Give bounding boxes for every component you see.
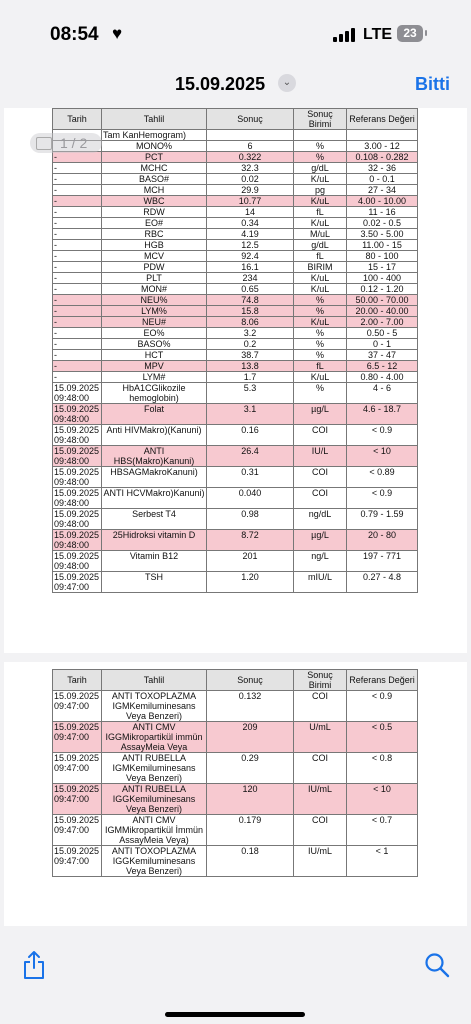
cell-result: 6 bbox=[207, 141, 294, 152]
table-row bbox=[53, 753, 418, 784]
cell-unit: % bbox=[294, 328, 347, 339]
cell-test: HBSAGMakroKanuni) bbox=[102, 467, 207, 488]
cell-date: - bbox=[53, 361, 102, 372]
cell-ref: 4.00 - 10.00 bbox=[347, 196, 418, 207]
cell-unit: IU/mL bbox=[294, 784, 347, 815]
cell-result: 234 bbox=[207, 273, 294, 284]
cell-date: 15.09.2025 09:48:00 bbox=[53, 509, 102, 530]
cell-result: 0.31 bbox=[207, 467, 294, 488]
cell-result: 209 bbox=[207, 722, 294, 753]
cell-result: 32.3 bbox=[207, 163, 294, 174]
cell-ref: 6.5 - 12 bbox=[347, 361, 418, 372]
cell-ref: 0.108 - 0.282 bbox=[347, 152, 418, 163]
cell-test: EO# bbox=[102, 218, 207, 229]
cell-ref: 0.02 - 0.5 bbox=[347, 218, 418, 229]
cell-result: 8.72 bbox=[207, 530, 294, 551]
cell-ref: 27 - 34 bbox=[347, 185, 418, 196]
cell-date: - bbox=[53, 207, 102, 218]
cell-result: 5.3 bbox=[207, 383, 294, 404]
network-type: LTE bbox=[363, 26, 393, 43]
table-row bbox=[53, 722, 418, 753]
cell-unit: fL bbox=[294, 361, 347, 372]
cell-ref: 80 - 100 bbox=[347, 251, 418, 262]
cell-ref: < 0.5 bbox=[347, 722, 418, 753]
cell-date: 15.09.2025 09:47:00 bbox=[53, 846, 102, 877]
share-icon[interactable] bbox=[22, 950, 46, 980]
search-icon[interactable] bbox=[424, 952, 450, 978]
table-row bbox=[53, 207, 418, 218]
cell-test: NEU# bbox=[102, 317, 207, 328]
cell-unit: COI bbox=[294, 691, 347, 722]
cell-result: 0.98 bbox=[207, 509, 294, 530]
cell-ref: 0.80 - 4.00 bbox=[347, 372, 418, 383]
cell-result: 74.8 bbox=[207, 295, 294, 306]
table-row bbox=[53, 361, 418, 372]
cell-unit: COI bbox=[294, 753, 347, 784]
cell-test: LYM# bbox=[102, 372, 207, 383]
header-result: Sonuç bbox=[207, 670, 294, 691]
cell-result: 0.179 bbox=[207, 815, 294, 846]
cell-test: Folat bbox=[102, 404, 207, 425]
cell-test: ANTI CMV IGMMikropartikül İmmün AssayMeia Veya) bbox=[102, 815, 207, 846]
cell-test: ANTI HCVMakro)Kanuni) bbox=[102, 488, 207, 509]
cell-result: 92.4 bbox=[207, 251, 294, 262]
cell-ref: 3.50 - 5.00 bbox=[347, 229, 418, 240]
cell-ref: 0 - 0.1 bbox=[347, 174, 418, 185]
cell-unit: U/mL bbox=[294, 722, 347, 753]
cell-test: NEU% bbox=[102, 295, 207, 306]
cell-ref: 50.00 - 70.00 bbox=[347, 295, 418, 306]
table-row bbox=[53, 509, 418, 530]
cell-ref: 3.00 - 12 bbox=[347, 141, 418, 152]
cell-result: 29.9 bbox=[207, 185, 294, 196]
header-unit: Sonuç Birimi bbox=[294, 109, 347, 130]
cell-date: - bbox=[53, 284, 102, 295]
cell-unit: % bbox=[294, 350, 347, 361]
cell-result: 4.19 bbox=[207, 229, 294, 240]
cell-ref: < 1 bbox=[347, 846, 418, 877]
signal-icon bbox=[333, 27, 356, 42]
header-date: Tarih bbox=[53, 670, 102, 691]
cell-result: 3.1 bbox=[207, 404, 294, 425]
table-row bbox=[53, 572, 418, 593]
cell-unit: mIU/L bbox=[294, 572, 347, 593]
cell-date: 15.09.2025 09:48:00 bbox=[53, 446, 102, 467]
cell-date: - bbox=[53, 273, 102, 284]
cell-ref: 0.12 - 1.20 bbox=[347, 284, 418, 295]
cell-result: 8.06 bbox=[207, 317, 294, 328]
cell-ref: < 10 bbox=[347, 784, 418, 815]
cell-result: 13.8 bbox=[207, 361, 294, 372]
cell-test: ANTI CMV IGGMikropartikül immün AssayMeia Veya bbox=[102, 722, 207, 753]
header-date: Tarih bbox=[53, 109, 102, 130]
cell-result: 0.29 bbox=[207, 753, 294, 784]
cell-ref: < 0.9 bbox=[347, 691, 418, 722]
cell-date: 15.09.2025 09:47:00 bbox=[53, 572, 102, 593]
table-row bbox=[53, 446, 418, 467]
document-icon bbox=[36, 137, 52, 150]
table-header-row bbox=[53, 670, 418, 691]
table-row bbox=[53, 530, 418, 551]
battery-icon: 23 bbox=[397, 25, 423, 42]
cell-unit: IU/L bbox=[294, 446, 347, 467]
cell-ref: 11.00 - 15 bbox=[347, 240, 418, 251]
table-row bbox=[53, 846, 418, 877]
cell-date: - bbox=[53, 229, 102, 240]
cell-date: - bbox=[53, 350, 102, 361]
table-row bbox=[53, 784, 418, 815]
cell-result bbox=[207, 130, 294, 141]
cell-date: 15.09.2025 09:47:00 bbox=[53, 815, 102, 846]
table-row bbox=[53, 815, 418, 846]
cell-date: - bbox=[53, 317, 102, 328]
table-row bbox=[53, 251, 418, 262]
cell-result: 120 bbox=[207, 784, 294, 815]
cell-date: - bbox=[53, 196, 102, 207]
table-header-row bbox=[53, 109, 418, 130]
battery-tip bbox=[425, 30, 427, 36]
cell-unit: fL bbox=[294, 251, 347, 262]
cell-test: MONO% bbox=[102, 141, 207, 152]
table-row bbox=[53, 185, 418, 196]
table-row bbox=[53, 317, 418, 328]
cell-result: 1.7 bbox=[207, 372, 294, 383]
table-row bbox=[53, 339, 418, 350]
cell-date: - bbox=[53, 328, 102, 339]
heart-icon: ♥ bbox=[112, 24, 123, 43]
cell-result: 0.02 bbox=[207, 174, 294, 185]
cell-test: RBC bbox=[102, 229, 207, 240]
cell-date: - bbox=[53, 174, 102, 185]
cell-test: MCHC bbox=[102, 163, 207, 174]
cell-unit: pg bbox=[294, 185, 347, 196]
cell-unit: K/uL bbox=[294, 196, 347, 207]
table-row bbox=[53, 425, 418, 446]
cell-test: TSH bbox=[102, 572, 207, 593]
cell-date: 15.09.2025 09:48:00 bbox=[53, 467, 102, 488]
cell-test: ANTI RUBELLA IGGKemiluminesans Veya Benzeri) bbox=[102, 784, 207, 815]
cell-ref: 0.79 - 1.59 bbox=[347, 509, 418, 530]
table-row bbox=[53, 284, 418, 295]
cell-date: - bbox=[53, 218, 102, 229]
table-row bbox=[53, 551, 418, 572]
cell-test: LYM% bbox=[102, 306, 207, 317]
cell-unit: COI bbox=[294, 467, 347, 488]
cell-unit: ng/L bbox=[294, 551, 347, 572]
cell-test: MCV bbox=[102, 251, 207, 262]
cell-date: - bbox=[53, 163, 102, 174]
document-title[interactable]: 15.09.2025 bbox=[175, 74, 266, 94]
cell-ref: < 0.9 bbox=[347, 488, 418, 509]
done-button[interactable]: Bitti bbox=[415, 74, 450, 94]
cell-result: 0.322 bbox=[207, 152, 294, 163]
cell-unit: µg/L bbox=[294, 404, 347, 425]
cell-unit: g/dL bbox=[294, 240, 347, 251]
cell-unit bbox=[294, 130, 347, 141]
cell-result: 16.1 bbox=[207, 262, 294, 273]
cell-test: MPV bbox=[102, 361, 207, 372]
cell-test: Anti HIVMakro)(Kanuni) bbox=[102, 425, 207, 446]
cell-ref: 100 - 400 bbox=[347, 273, 418, 284]
cell-test: PLT bbox=[102, 273, 207, 284]
cell-test: MON# bbox=[102, 284, 207, 295]
cell-unit: % bbox=[294, 383, 347, 404]
cell-date: - bbox=[53, 339, 102, 350]
table-row bbox=[53, 152, 418, 163]
status-time: 08:54 bbox=[50, 24, 99, 45]
header-result: Sonuç bbox=[207, 109, 294, 130]
cell-result: 0.34 bbox=[207, 218, 294, 229]
header-unit: Sonuç Birimi bbox=[294, 670, 347, 691]
cell-result: 0.040 bbox=[207, 488, 294, 509]
cell-test: HGB bbox=[102, 240, 207, 251]
cell-date: 15.09.2025 09:47:00 bbox=[53, 753, 102, 784]
cell-ref bbox=[347, 130, 418, 141]
cell-ref: < 0.89 bbox=[347, 467, 418, 488]
cell-date: - bbox=[53, 240, 102, 251]
cell-ref: 15 - 17 bbox=[347, 262, 418, 273]
cell-test: MCH bbox=[102, 185, 207, 196]
cell-unit: % bbox=[294, 141, 347, 152]
cell-result: 201 bbox=[207, 551, 294, 572]
table-row bbox=[53, 163, 418, 174]
cell-ref: 197 - 771 bbox=[347, 551, 418, 572]
chevron-down-icon[interactable]: ⌄ bbox=[278, 74, 296, 92]
cell-result: 26.4 bbox=[207, 446, 294, 467]
cell-test: ANTI HBS(Makro)Kanuni) bbox=[102, 446, 207, 467]
table-row bbox=[53, 328, 418, 339]
cell-result: 0.2 bbox=[207, 339, 294, 350]
cell-date: - bbox=[53, 295, 102, 306]
cell-date: - bbox=[53, 262, 102, 273]
cell-result: 0.65 bbox=[207, 284, 294, 295]
cell-date: 15.09.2025 09:47:00 bbox=[53, 784, 102, 815]
cell-unit: IU/mL bbox=[294, 846, 347, 877]
table-row bbox=[53, 306, 418, 317]
cell-test: Serbest T4 bbox=[102, 509, 207, 530]
cell-test: PDW bbox=[102, 262, 207, 273]
cell-ref: 20 - 80 bbox=[347, 530, 418, 551]
cell-ref: 0.27 - 4.8 bbox=[347, 572, 418, 593]
cell-date: 15.09.2025 09:48:00 bbox=[53, 530, 102, 551]
cell-date: - bbox=[53, 152, 102, 163]
table-row bbox=[53, 404, 418, 425]
cell-date: 15.09.2025 09:48:00 bbox=[53, 551, 102, 572]
cell-test: WBC bbox=[102, 196, 207, 207]
cell-test: Tam KanHemogram) bbox=[102, 130, 207, 141]
cell-result: 1.20 bbox=[207, 572, 294, 593]
cell-result: 12.5 bbox=[207, 240, 294, 251]
cell-date: - bbox=[53, 306, 102, 317]
cell-date: 15.09.2025 09:48:00 bbox=[53, 425, 102, 446]
cell-test: Vitamin B12 bbox=[102, 551, 207, 572]
cell-result: 15.8 bbox=[207, 306, 294, 317]
cell-unit: % bbox=[294, 306, 347, 317]
cell-date: 15.09.2025 09:48:00 bbox=[53, 488, 102, 509]
cell-ref: 2.00 - 7.00 bbox=[347, 317, 418, 328]
pdf-page-1[interactable] bbox=[4, 108, 467, 653]
cell-test: ANTI TOXOPLAZMA IGMKemiluminesans Veya Benzeri) bbox=[102, 691, 207, 722]
cell-unit: BIRIM bbox=[294, 262, 347, 273]
table-row bbox=[53, 141, 418, 152]
table-row bbox=[53, 372, 418, 383]
table-row bbox=[53, 273, 418, 284]
cell-unit: fL bbox=[294, 207, 347, 218]
cell-date: 15.09.2025 09:48:00 bbox=[53, 404, 102, 425]
pdf-page-2[interactable] bbox=[4, 662, 467, 926]
cell-ref: 11 - 16 bbox=[347, 207, 418, 218]
cell-unit: g/dL bbox=[294, 163, 347, 174]
table-row bbox=[53, 295, 418, 306]
cell-result: 0.132 bbox=[207, 691, 294, 722]
cell-ref: 32 - 36 bbox=[347, 163, 418, 174]
header-ref: Referans Değeri bbox=[347, 109, 418, 130]
cell-test: BASO% bbox=[102, 339, 207, 350]
cell-test: ANTI RUBELLA IGMKemiluminesans Veya Benzeri) bbox=[102, 753, 207, 784]
cell-result: 0.18 bbox=[207, 846, 294, 877]
cell-result: 38.7 bbox=[207, 350, 294, 361]
cell-unit: K/uL bbox=[294, 372, 347, 383]
cell-date: - bbox=[53, 251, 102, 262]
page-indicator: 1 / 2 bbox=[30, 133, 102, 153]
cell-unit: K/uL bbox=[294, 174, 347, 185]
cell-result: 10.77 bbox=[207, 196, 294, 207]
cell-unit: K/uL bbox=[294, 317, 347, 328]
cell-unit: K/uL bbox=[294, 273, 347, 284]
cell-date: 15.09.2025 09:48:00 bbox=[53, 383, 102, 404]
cell-date: - bbox=[53, 185, 102, 196]
cell-result: 0.16 bbox=[207, 425, 294, 446]
cell-test: PCT bbox=[102, 152, 207, 163]
status-bar bbox=[0, 0, 471, 62]
lab-results-table-1 bbox=[52, 108, 418, 593]
table-row bbox=[53, 196, 418, 207]
table-row bbox=[53, 488, 418, 509]
cell-unit: COI bbox=[294, 815, 347, 846]
cell-unit: µg/L bbox=[294, 530, 347, 551]
cell-test: RDW bbox=[102, 207, 207, 218]
table-row bbox=[53, 174, 418, 185]
cell-unit: COI bbox=[294, 488, 347, 509]
cell-ref: 4.6 - 18.7 bbox=[347, 404, 418, 425]
cell-ref: 20.00 - 40.00 bbox=[347, 306, 418, 317]
cell-date: 15.09.2025 09:47:00 bbox=[53, 722, 102, 753]
table-row bbox=[53, 691, 418, 722]
cell-ref: < 0.7 bbox=[347, 815, 418, 846]
home-indicator bbox=[165, 1012, 305, 1017]
header-test: Tahlil bbox=[102, 670, 207, 691]
table-row bbox=[53, 467, 418, 488]
nav-bar bbox=[0, 62, 471, 106]
header-test: Tahlil bbox=[102, 109, 207, 130]
bottom-toolbar bbox=[0, 935, 471, 1024]
table-row bbox=[53, 130, 418, 141]
cell-date: - bbox=[53, 372, 102, 383]
cell-unit: % bbox=[294, 339, 347, 350]
cell-unit: ng/dL bbox=[294, 509, 347, 530]
cell-test: EO% bbox=[102, 328, 207, 339]
cell-ref: < 0.9 bbox=[347, 425, 418, 446]
cell-unit: M/uL bbox=[294, 229, 347, 240]
cell-ref: 37 - 47 bbox=[347, 350, 418, 361]
cell-ref: 0 - 1 bbox=[347, 339, 418, 350]
header-ref: Referans Değeri bbox=[347, 670, 418, 691]
lab-results-table-2 bbox=[52, 669, 418, 877]
table-row bbox=[53, 350, 418, 361]
cell-date: 15.09.2025 09:47:00 bbox=[53, 691, 102, 722]
cell-result: 3.2 bbox=[207, 328, 294, 339]
cell-ref: 4 - 6 bbox=[347, 383, 418, 404]
cell-test: HbA1CGlikozile hemoglobin) bbox=[102, 383, 207, 404]
cell-test: HCT bbox=[102, 350, 207, 361]
cell-unit: K/uL bbox=[294, 218, 347, 229]
cell-unit: COI bbox=[294, 425, 347, 446]
table-row bbox=[53, 262, 418, 273]
cell-unit: % bbox=[294, 295, 347, 306]
table-row bbox=[53, 383, 418, 404]
cell-unit: % bbox=[294, 152, 347, 163]
cell-unit: K/uL bbox=[294, 284, 347, 295]
cell-result: 14 bbox=[207, 207, 294, 218]
cell-ref: 0.50 - 5 bbox=[347, 328, 418, 339]
cell-ref: < 0.8 bbox=[347, 753, 418, 784]
cell-ref: < 10 bbox=[347, 446, 418, 467]
table-row bbox=[53, 229, 418, 240]
cell-test: ANTI TOXOPLAZMA IGGKemiluminesans Veya Benzeri) bbox=[102, 846, 207, 877]
table-row bbox=[53, 240, 418, 251]
cell-test: BASO# bbox=[102, 174, 207, 185]
table-row bbox=[53, 218, 418, 229]
cell-test: 25Hidroksi vitamin D bbox=[102, 530, 207, 551]
